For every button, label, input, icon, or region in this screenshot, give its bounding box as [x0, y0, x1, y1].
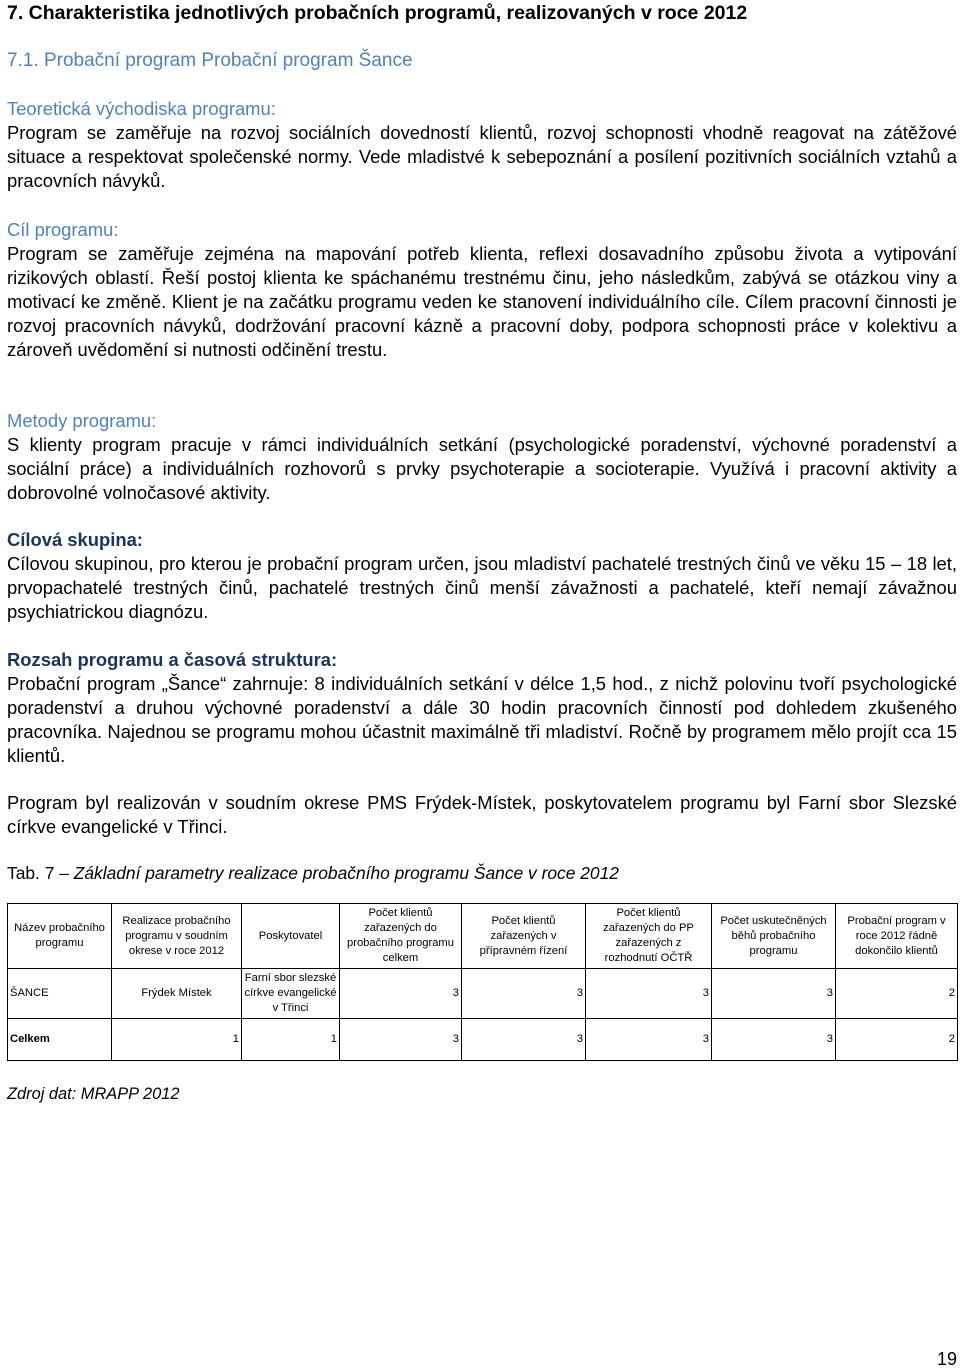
table-cell: 3 [462, 969, 586, 1019]
section-cilova-skupina [7, 528, 957, 624]
column-header: Realizace probačního programu v soudním okrese v roce 2012 [112, 904, 242, 969]
table-cell: Frýdek Místek [112, 969, 242, 1019]
table-row [8, 1019, 958, 1061]
section-text: Program se zaměřuje na rozvoj sociálních dovedností klientů, rozvoj schopnosti vhodně reagovat na zátěžové situace a respektovat společenské normy. Vede mladistvé k sebepoznání a posílení pozitivních sociálních vztahů a pracovních návyků. [7, 122, 957, 191]
section-title: Cíl programu: [7, 219, 119, 240]
table-cell: 1 [112, 1019, 242, 1061]
section-realizace [7, 791, 957, 839]
column-header: Počet klientů zařazených v přípravném řízení [462, 904, 586, 969]
column-header: Počet uskutečněných běhů probačního programu [712, 904, 836, 969]
table-cell: 3 [462, 1019, 586, 1061]
section-text: Probační program „Šance“ zahrnuje: 8 individuálních setkání v délce 1,5 hod., z nichž polovinu tvoří psychologické poradenství a druhou výchovné poradenství a dále 30 hodin pracovních činností pod dohledem zkušeného pracovníka. Najednou se programu mohou účastnit maximálně tři mladiství. Ročně by programem mělo projít cca 15 klientů. [7, 673, 957, 766]
table-cell: 3 [340, 1019, 462, 1061]
table-cell: 3 [712, 1019, 836, 1061]
section-teoreticka [7, 97, 957, 193]
table-row [8, 969, 958, 1019]
table-cell: 3 [712, 969, 836, 1019]
table-cell: Celkem [8, 1019, 112, 1061]
section-rozsah [7, 648, 957, 768]
section-text: S klienty program pracuje v rámci individuálních setkání (psychologické poradenství, výchovné poradenství a sociální práce) a individuálních rozhovorů s prvky psychoterapie a socioterapie. Využívá i pracovní aktivity a dobrovolné volnočasové aktivity. [7, 434, 957, 503]
column-header: Probační program v roce 2012 řádně dokončilo klientů [836, 904, 958, 969]
section-metody [7, 409, 957, 505]
column-header: Název probačního programu [8, 904, 112, 969]
table-caption-prefix: Tab. 7 [7, 863, 55, 883]
section-title: Rozsah programu a časová struktura: [7, 649, 338, 670]
column-header: Počet klientů zařazených do probačního programu celkem [340, 904, 462, 969]
table-cell: 2 [836, 969, 958, 1019]
section-title: Teoretická východiska programu: [7, 98, 276, 119]
table-cell: 1 [242, 1019, 340, 1061]
table-cell: 2 [836, 1019, 958, 1061]
section-text: Program se zaměřuje zejména na mapování potřeb klienta, reflexi dosavadního způsobu života a vytipování rizikových oblastí. Řeší postoj klienta ke spáchanému trestnému činu, jeho následkům, zabývá se otázkou viny a motivací ke změně. Klient je na začátku programu veden ke stanovení individuálního cíle. Cílem pracovní činnosti je rozvoj pracovních návyků, dodržování pracovní kázně a pracovní doby, podpora schopnosti práce v kolektivu a zároveň uvědomění si nutnosti odčinění trestu. [7, 243, 957, 360]
section-heading: 7.1. Probační program Probační program Šance [7, 50, 413, 71]
table-caption-text: – Základní parametry realizace probačního programu Šance v roce 2012 [54, 863, 619, 883]
table-caption [7, 861, 619, 885]
data-source-note: Zdroj dat: MRAPP 2012 [7, 1085, 180, 1103]
column-header: Poskytovatel [242, 904, 340, 969]
table-cell: 3 [586, 1019, 712, 1061]
table-cell: ŠANCE [8, 969, 112, 1019]
section-text: Program byl realizován v soudním okrese PMS Frýdek-Místek, poskytovatelem programu byl Farní sbor Slezské církve evangelické v Třinci. [7, 792, 957, 837]
table-header-row [8, 904, 958, 969]
column-header: Počet klientů zařazených do PP zařazených z rozhodnutí OČTŘ [586, 904, 712, 969]
parameters-table [7, 903, 958, 1061]
table-cell: 3 [340, 969, 462, 1019]
table-cell: 3 [586, 969, 712, 1019]
page-number: 19 [936, 1349, 957, 1369]
section-title: Metody programu: [7, 410, 157, 431]
section-text: Cílovou skupinou, pro kterou je probační program určen, jsou mladiství pachatelé trestných činů ve věku 15 – 18 let, prvopachatelé trestných činů, pachatelé trestných činů menší závažnosti a pachatelé, kteří nemají závažnou psychiatrickou diagnózu. [7, 553, 957, 622]
chapter-heading: 7. Charakteristika jednotlivých probačních programů, realizovaných v roce 2012 [7, 2, 748, 24]
table-cell: Farní sbor slezské církve evangelické v Třinci [242, 969, 340, 1019]
section-title: Cílová skupina: [7, 529, 143, 550]
section-cil [7, 218, 957, 362]
